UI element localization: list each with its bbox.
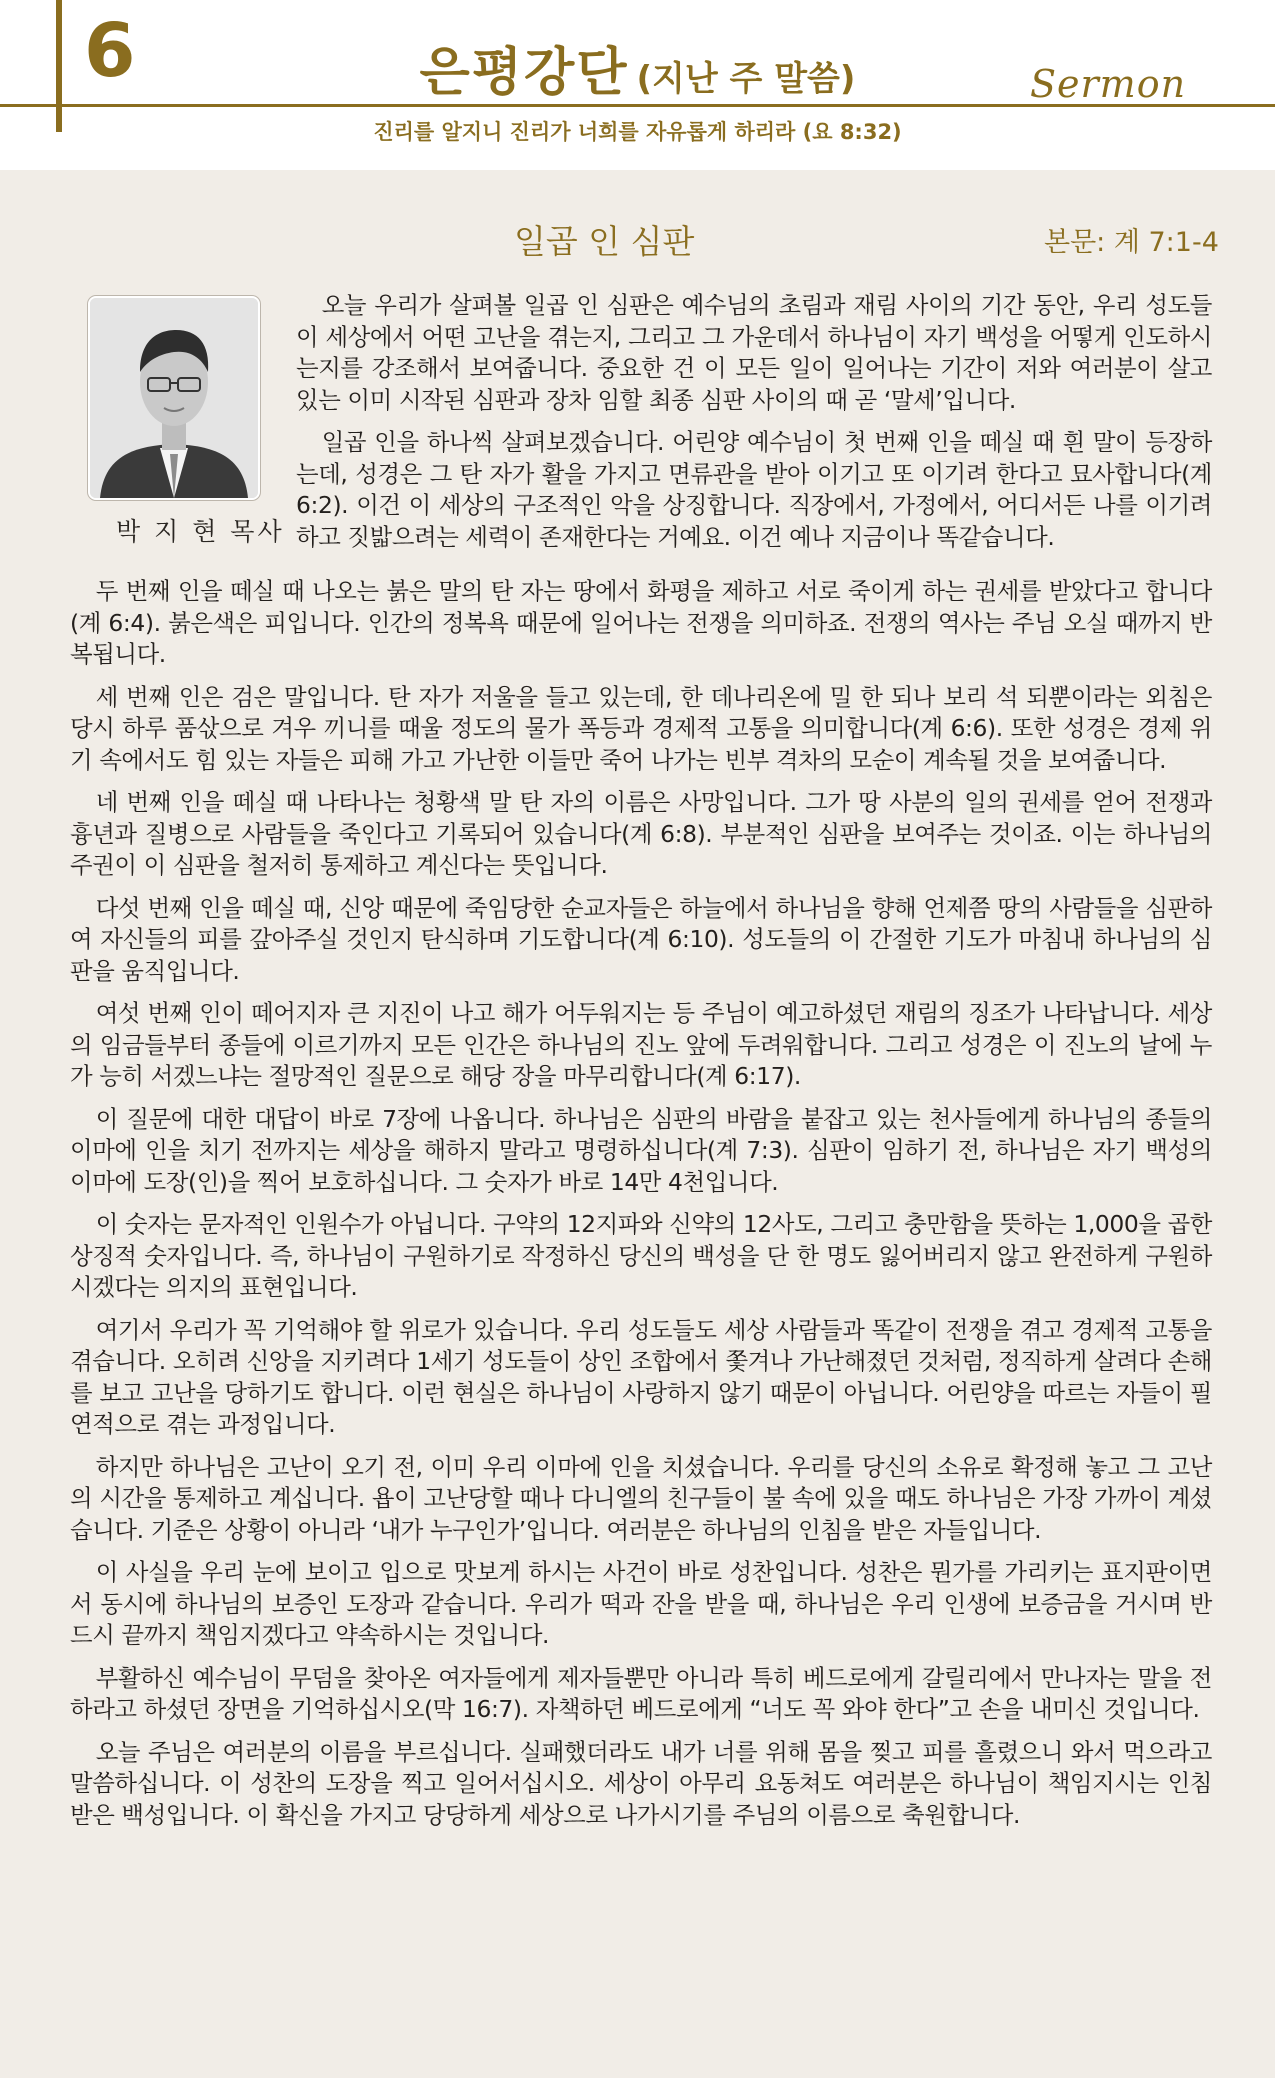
body-paragraph: 하지만 하나님은 고난이 오기 전, 이미 우리 이마에 인을 치셨습니다. 우리를 당신의 소유로 확정해 놓고 그 고난의 시간을 통제하고 계십니다. 욥이 고난당할 때나 다니엘의 친구들이 불 속에 있을 때도 하나님은 가장 가까이 계셨습니다. 기준은 상황이 아니라 ‘내가 누구인가’입니다. 여러분은 하나님의 인침을 받은 자들입니다.: [70, 1452, 1212, 1544]
sermon-title: 일곱 인 심판: [514, 222, 695, 261]
body-paragraph: 이 질문에 대한 대답이 바로 7장에 나옵니다. 하나님은 심판의 바람을 붙잡고 있는 천사들에게 하나님의 종들의 이마에 인을 치기 전까지는 세상을 해하지 말라고 명령하십니다(계 7:3). 심판이 임하기 전, 하나님은 자기 백성의 이마에 도장(인)을 찍어 보호하십니다. 그 숫자가 바로 14만 4천입니다.: [70, 1104, 1212, 1196]
body-paragraph: 다섯 번째 인을 떼실 때, 신앙 때문에 죽임당한 순교자들은 하늘에서 하나님을 향해 언제쯤 땅의 사람들을 심판하여 자신들의 피를 갚아주실 것인지 탄식하며 기도합니다(계 6:10). 성도들의 이 간절한 기도가 마침내 하나님의 심판을 움직입니다.: [70, 893, 1212, 985]
page-header: [0, 0, 1275, 170]
header-verse: 진리를 알지니 진리가 너희를 자유롭게 하리라 (요 8:32): [373, 120, 902, 144]
sermon-body: [70, 576, 1212, 1842]
sermon-label: Sermon: [1030, 62, 1187, 106]
intro-paragraph: 오늘 우리가 살펴볼 일곱 인 심판은 예수님의 초림과 재림 사이의 기간 동안, 우리 성도들이 세상에서 어떤 고난을 겪는지, 그리고 그 가운데서 하나님이 자기 백성을 어떻게 인도하시는지를 강조해서 보여줍니다. 중요한 건 이 모든 일이 일어나는 기간이 저와 여러분이 살고 있는 이미 시작된 심판과 장차 임할 최종 심판 사이의 때 곧 ‘말세’입니다.: [296, 291, 1212, 414]
body-paragraph: 부활하신 예수님이 무덤을 찾아온 여자들에게 제자들뿐만 아니라 특히 베드로에게 갈릴리에서 만나자는 말을 전하라고 하셨던 장면을 기억하십시오(막 16:7). 자책하던 베드로에게 “너도 꼭 와야 한다”고 손을 내미신 것입니다.: [70, 1663, 1212, 1723]
body-paragraph: 여기서 우리가 꼭 기억해야 할 위로가 있습니다. 우리 성도들도 세상 사람들과 똑같이 전쟁을 겪고 경제적 고통을 겪습니다. 오히려 신앙을 지키려다 1세기 성도들이 상인 조합에서 쫓겨나 가난해졌던 것처럼, 정직하게 살려다 손해를 보고 고난을 당하기도 합니다. 이런 현실은 하나님이 사랑하지 않기 때문이 아닙니다. 어린양을 따르는 자들이 필연적으로 겪는 과정입니다.: [70, 1315, 1212, 1438]
body-paragraph: 네 번째 인을 떼실 때 나타나는 청황색 말 탄 자의 이름은 사망입니다. 그가 땅 사분의 일의 권세를 얻어 전쟁과 흉년과 질병으로 사람들을 죽인다고 기록되어 있습니다(계 6:8). 부분적인 심판을 보여주는 것이죠. 이는 하나님의 주권이 이 심판을 철저히 통제하고 계신다는 뜻입니다.: [70, 788, 1212, 879]
body-paragraph: 여섯 번째 인이 떼어지자 큰 지진이 나고 해가 어두워지는 등 주님이 예고하셨던 재림의 징조가 나타납니다. 세상의 임금들부터 종들에 이르기까지 모든 인간은 하나님의 진노 앞에 두려워합니다. 그리고 성경은 이 진노의 날에 누가 능히 서겠느냐는 절망적인 질문으로 해당 장을 마무리합니다(계 6:17).: [70, 999, 1212, 1090]
section-title-main: 은평강단: [419, 43, 629, 103]
pastor-portrait-image: [90, 298, 258, 498]
pastor-name: 박 지 현 목사: [116, 517, 285, 546]
body-paragraph: 이 숫자는 문자적인 인원수가 아닙니다. 구약의 12지파와 신약의 12사도, 그리고 충만함을 뜻하는 1,000을 곱한 상징적 숫자입니다. 즉, 하나님이 구원하기로 작정하신 당신의 백성을 단 한 명도 잃어버리지 않고 완전하게 구원하시겠다는 의지의 표현입니다.: [70, 1210, 1212, 1301]
body-paragraph: 두 번째 인을 떼실 때 나오는 붉은 말의 탄 자는 땅에서 화평을 제하고 서로 죽이게 하는 권세를 받았다고 합니다(계 6:4). 붉은색은 피입니다. 인간의 정복욕 때문에 일어나는 전쟁을 의미하죠. 전쟁의 역사는 주님 오실 때까지 반복됩니다.: [70, 577, 1212, 668]
intro-text: [296, 290, 1212, 564]
intro-paragraph: 일곱 인을 하나씩 살펴보겠습니다. 어린양 예수님이 첫 번째 인을 떼실 때 흰 말이 등장하는데, 성경은 그 탄 자가 활을 가지고 면류관을 받아 이기고 또 이기려 한다고 묘사합니다(계 6:2). 이건 이 세상의 구조적인 악을 상징합니다. 직장에서, 가정에서, 어디서든 나를 이기려 하고 짓밟으려는 세력이 존재한다는 거예요. 이건 예나 지금이나 똑같습니다.: [296, 428, 1212, 551]
pastor-photo: [88, 296, 260, 500]
section-title-sub: (지난 주 말씀): [636, 59, 856, 99]
body-paragraph: 오늘 주님은 여러분의 이름을 부르십니다. 실패했더라도 내가 너를 위해 몸을 찢고 피를 흘렸으니 와서 먹으라고 말씀하십니다. 이 성찬의 도장을 찍고 일어서십시오. 세상이 아무리 요동쳐도 여러분은 하나님이 책임지시는 인침 받은 백성입니다. 이 확신을 가지고 당당하게 세상으로 나가시기를 주님의 이름으로 축원합니다.: [70, 1737, 1212, 1829]
body-paragraph: 이 사실을 우리 눈에 보이고 입으로 맛보게 하시는 사건이 바로 성찬입니다. 성찬은 뭔가를 가리키는 표지판이면서 동시에 하나님의 보증인 도장과 같습니다. 우리가 떡과 잔을 받을 때, 하나님은 우리 인생에 보증금을 거시며 반드시 끝까지 책임지겠다고 약속하시는 것입니다.: [70, 1558, 1212, 1649]
scripture-reference: 본문: 계 7:1-4: [1044, 227, 1219, 258]
page-number: 6: [84, 8, 136, 94]
body-paragraph: 세 번째 인은 검은 말입니다. 탄 자가 저울을 들고 있는데, 한 데나리온에 밀 한 되나 보리 석 되뿐이라는 외침은 당시 하루 품삯으로 겨우 끼니를 때울 정도의 물가 폭등과 경제적 고통을 의미합니다(계 6:6). 또한 성경은 경제 위기 속에서도 힘 있는 자들은 피해 가고 가난한 이들만 죽어 나가는 빈부 격차의 모순이 계속될 것을 보여줍니다.: [70, 682, 1212, 774]
